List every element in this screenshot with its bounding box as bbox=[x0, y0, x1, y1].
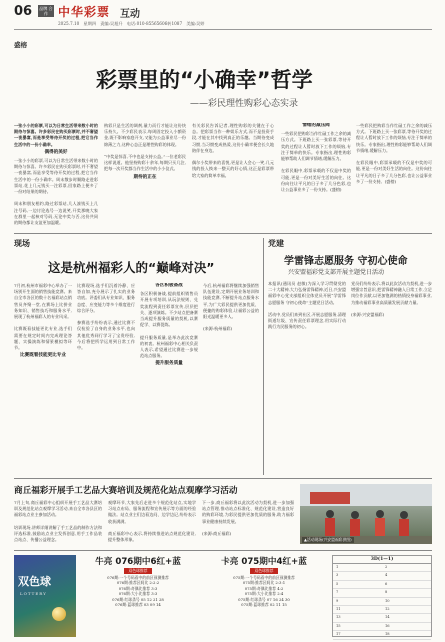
table-row: 8 bbox=[382, 589, 431, 597]
event-photo bbox=[300, 484, 432, 544]
lottery-block-1-title: 牛亮 076期中6红+蓝 bbox=[95, 557, 181, 567]
lottery-block-2-line-6: 075期:蓝球推荐 02 11 15 bbox=[241, 602, 287, 608]
feature-subtitle: ——彩民理性购彩心态实录 bbox=[190, 99, 299, 109]
shangqiu-text-2: 观摩环节,大家先后走进多个规范化站点,实地学习站点布局、服务流程和宣传展示等方面的经验做法。站点业主们边看边问、边学边记,纷纷表示收获满满。 商丘福彩中心表示,将持续推进站点规范化建设,提升整体形象。 bbox=[108, 500, 196, 543]
feature-text-1: 一张小小的彩票,可以为日常生活带来数小时的期待与惊喜。许多彩民在购买彩票时,并不奢望一夜暴富,而是享受等待开奖的过程,把它当作生活中的一份小确幸。周末散步时顺路走进彩票站,花上几元钱买一注彩票,回家路上便多了一份对结果的期待。 周末和朋友相约,路过彩票站,几人凑钱买上几注号码,一边讨论选号一边说笑,开奖那晚大家在群里一起核对号码,无论中奖与否,这份共同的期待都让友谊更加温暖。 bbox=[14, 158, 98, 226]
feature-text-4: 一些彩民把购彩当作忙碌工作之余的减压方式。下班路上买一张彩票,等待开奖的过程让人暂时放下工作的烦恼,专注于简单的快乐。专家指出,理性购彩能够帮助人们调节情绪,缓解压力。 在彩民眼中,彩票承载的不仅是中奖的可能,更是一份对美好生活的向往。这份向往让平凡的日子多了几分色彩,也让公益事业多了一份支持。(盛榕) bbox=[281, 131, 351, 193]
lottery-block-1-tag: 双色球推荐 bbox=[124, 568, 152, 574]
lottery-block-1 bbox=[80, 555, 196, 637]
feature-kicker: 盛榕 bbox=[14, 41, 27, 49]
divider-middle bbox=[14, 478, 432, 479]
feature-heading-1: 偶得的美好 bbox=[44, 149, 68, 155]
lottery-table-body bbox=[333, 564, 431, 640]
feature-heading-2: 期待的正在 bbox=[133, 174, 157, 180]
table-row: 16 bbox=[382, 623, 431, 631]
lottery-block-1-line-2: 076期:推荐区间比 2:2:2 bbox=[116, 580, 160, 586]
feature-text-5: 一些彩民把购彩当作忙碌工作之余的减压方式。下班路上买一张彩票,等待开奖的过程让人暂时放下工作的烦恼,专注于简单的快乐。专家指出,理性购彩能够帮助人们调节情绪,缓解压力。 在彩民眼中,彩票承载的不仅是中奖的可能,更是一份对美好生活的向往。这份向往让平凡的日子多了几分色彩,也让公益事业多了一份支持。(盛榕) bbox=[356, 123, 432, 184]
table-row: 1 bbox=[333, 564, 382, 572]
masthead bbox=[0, 0, 445, 32]
lottery-block-2-line-2: 075期:推荐区间比 2:3:1 bbox=[242, 580, 286, 586]
hangzhou-heading-2: 各区积极备战 bbox=[155, 283, 183, 288]
feature-text-3: 有关彩民告诉记者,理性购彩的关键在于心态。把彩票当作一种娱乐方式,而不是投资手段,才能在其中找到真正的乐趣。当期待变成习惯,当习惯变成热爱,这份小确幸便会长久地陪伴在身边。 偶尔小奖带来的喜悦,更是让人会心一笑,几元钱的投入换来一整天的好心情,这正是彩票带给大家的简单幸福。 bbox=[192, 123, 274, 178]
feature-column-4 bbox=[281, 123, 351, 228]
divider-feature bbox=[14, 233, 432, 234]
lottery-block-2 bbox=[202, 555, 326, 637]
lottery-block-2-line-5: 075期:红球杀号 07 16 24 30 bbox=[238, 596, 290, 602]
hangzhou-title: 这是杭州福彩人的“巅峰对决” bbox=[48, 260, 215, 275]
feature-column-2 bbox=[104, 123, 186, 228]
lottery-block-2-line-3: 075期:奇偶比推荐 4:2 bbox=[244, 585, 284, 591]
top-tag: 品牌 合作 bbox=[39, 6, 53, 16]
table-row: 5 bbox=[333, 581, 382, 589]
lottery-logo-text: 双色球 bbox=[18, 575, 51, 588]
table-row: 14 bbox=[382, 614, 431, 622]
feature-lead: 一张小小的彩票,可以为日常生活带来数小时的期待与惊喜。许多彩民在购买彩票时,并不奢望一夜暴富,而是享受等待开奖的过程,把它当作生活中的一份小确幸。 bbox=[14, 123, 98, 147]
masthead-divider bbox=[14, 29, 432, 30]
lottery-block-2-title: 卡亮 075期中4红+蓝 bbox=[221, 557, 307, 567]
hangzhou-text-2: 比赛现场,选手们沉着冷静、应答自如,充分展示了扎实的业务功底。评委们从专业知识、服务态度、应变能力等多个维度进行综合评分。 参赛选手纷纷表示,通过比赛不仅检验了自身的业务水平,也向其他优秀同行学习了宝贵经验,今后将把所学运用到日常工作中。 bbox=[77, 283, 135, 351]
divider-vertical bbox=[263, 238, 264, 475]
lottery-block-2-tag: 双色球推荐 bbox=[250, 568, 278, 574]
table-row: 9 bbox=[333, 598, 382, 606]
lottery-block-1-line-5: 076期:红球杀号 05 12 21 28 bbox=[112, 596, 164, 602]
xingan-text-1: 本报讯(通讯员 赵敏)为深入学习贯彻党的二十大精神,大力弘扬雷锋精神,近日,兴安盟福彩中心党支部组织全体党员开展“学雷锋志愿服务 守初心使命”主题党日活动。 活动中,党员们来到社区,开展志愿服务,清理街道垃圾、宣传责任彩票理念,用实际行动践行为民服务的初心。 bbox=[268, 281, 346, 330]
hangzhou-heading-3: 提升服务质量 bbox=[155, 361, 183, 367]
paper-name: 中华彩票 bbox=[58, 5, 111, 19]
feature-text-2: 购彩只是生活的调剂,量力而行才能让这份快乐持久。不少彩民表示,每周固定投入小额资金,既不影响家庭开支,又能为公益事业尽一份绵薄之力,这种心态正是理性购彩的体现。 “中奖是惊喜,不中也是支持公益。”一位老彩民这样说道。他坚持购彩十余年,每期只买几注,把每一次开奖都当作生活中的小小仪式。 bbox=[104, 123, 186, 172]
table-row: 18 bbox=[382, 631, 431, 639]
feature-column-5 bbox=[356, 123, 432, 228]
lottery-logo bbox=[14, 555, 76, 637]
lottery-logo-sub: LOTTERY bbox=[20, 591, 47, 596]
table-row: 2 bbox=[382, 564, 431, 572]
xingan-column-1 bbox=[268, 281, 346, 473]
feature-title: 彩票里的“小确幸”哲学 bbox=[96, 68, 313, 92]
hangzhou-text-1: 7月初,杭州市福彩中心举办了一场别开生面的销售技能竞赛。来自全市各区的数十名福彩站点销售员齐聚一堂,在赛场上比拼业务知识、销售技巧和服务水平,展现了杭州福彩人的专业风采。 比赛既看技能更比专业,选手们需要在规定时间内完成理论答题、实操演练和情景模拟等环节。 bbox=[14, 283, 72, 351]
table-row: 3 bbox=[333, 572, 382, 580]
xingan-text-2: 党员们纷纷表示,将以此次活动为契机,进一步增强宗旨意识,把雷锋精神融入日常工作,立足岗位作贡献,以更加饱满的热情投身福彩事业,为推动福彩事业高质量发展贡献力量。 (来源:兴安盟福彩) bbox=[351, 281, 432, 318]
table-row: 6 bbox=[382, 581, 431, 589]
lottery-block-1-line-3: 076期:奇偶比推荐 3:3 bbox=[118, 585, 158, 591]
hangzhou-column-1 bbox=[14, 283, 72, 473]
xingan-column-2 bbox=[351, 281, 432, 473]
lottery-table bbox=[332, 555, 432, 637]
section-label: 互动 bbox=[120, 9, 140, 20]
hangzhou-text-4: 今后,杭州福彩将继续加强销售队伍建设,定期开展业务培训和技能竞赛,不断提升站点服务水平,为广大彩民提供更加优质、便捷的购彩体验,让福彩公益的阳光温暖更多人。 (来源:杭州福彩) bbox=[203, 283, 259, 332]
lottery-ball-icon bbox=[52, 607, 66, 621]
page-number: 06 bbox=[14, 4, 33, 19]
xingan-title: 学雷锋志愿服务 守初心使命 bbox=[284, 256, 408, 267]
photo-figures-icon bbox=[300, 484, 432, 544]
shangqiu-text-3: 下一步,商丘福彩将以此次活动为契机,进一步加强站点管理,推动站点标准化、规范化建设,营造良好的购彩环境,为彩民提供更加优质的服务,助力福彩事业健康持续发展。 (来源:商丘福彩) bbox=[202, 500, 294, 537]
xingan-tag: 党建 bbox=[268, 239, 284, 248]
shangqiu-column-3 bbox=[202, 500, 294, 546]
table-row: 10 bbox=[382, 598, 431, 606]
divider-bottom bbox=[14, 550, 432, 551]
hangzhou-column-3 bbox=[140, 283, 198, 473]
masthead-info: 2025.7.10 星期四 责编:吴旭升 电话:010-85565606转1087 美编:吴婷 bbox=[58, 21, 205, 26]
hangzhou-text-3: 各区积极备战,提前组织销售员开展专项培训,从玩法规则、兑奖流程到责任彩票宣传,层层把关、逐项演练。不少站点把备赛当成提升服务质量的契机,以赛促学、以赛促练。 提升服务质量,是举办此次竞赛的初衷。杭州福彩中心相关负责人表示,希望通过比赛进一步规范站点服务。 bbox=[140, 291, 198, 359]
feature-heading-3: 情绪的减压阀 bbox=[302, 123, 330, 128]
shangqiu-title: 商丘福彩开展手工艺品大赛培训及规范化站点观摩学习活动 bbox=[14, 486, 238, 496]
shangqiu-text-1: 7月上旬,商丘福彩中心组织开展手工艺品大赛培训及规范化站点观摩学习活动,来自全市各县区的福彩站点业主参加活动。 培训现场,讲师详细讲解了手工艺品的制作方法和评选标准,鼓励站点业主发挥创意,用手工作品装点站点、传播公益理念。 bbox=[14, 500, 102, 543]
hangzhou-heading-1: 比赛既看技能更比专业 bbox=[20, 353, 66, 359]
lottery-block-2-line-4: 075期:大小比推荐 2:4 bbox=[244, 591, 284, 597]
table-row: 13 bbox=[333, 614, 382, 622]
table-row: 11 bbox=[333, 606, 382, 614]
lottery-table-title: 3D(1—1) bbox=[333, 556, 431, 564]
hangzhou-column-4 bbox=[203, 283, 259, 473]
table-row: 7 bbox=[333, 589, 382, 597]
xingan-subtitle: 兴安盟福彩党支部开展主题党日活动 bbox=[288, 269, 385, 276]
feature-column-3 bbox=[192, 123, 274, 228]
lottery-block-1-line-4: 076期:大小比推荐 3:3 bbox=[118, 591, 158, 597]
shangqiu-column-2 bbox=[108, 500, 196, 546]
hangzhou-column-2 bbox=[77, 283, 135, 473]
photo-caption: ▲活动现场(兴安盟福彩供图) bbox=[304, 537, 352, 542]
table-row: 15 bbox=[333, 623, 382, 631]
table-row: 17 bbox=[333, 631, 382, 639]
feature-column-1 bbox=[14, 123, 98, 228]
hangzhou-tag: 现场 bbox=[14, 239, 30, 248]
table-row: 4 bbox=[382, 572, 431, 580]
lottery-block-2-line-1: 075期:一个号码看中的前区预测推荐 bbox=[233, 575, 295, 580]
shangqiu-column-1 bbox=[14, 500, 102, 546]
table-row: 12 bbox=[382, 606, 431, 614]
lottery-block-1-line-6: 076期:蓝球推荐 03 09 14 bbox=[115, 602, 161, 608]
lottery-block-1-line-1: 076期:一个号码看中的前区预测推荐 bbox=[107, 575, 169, 580]
